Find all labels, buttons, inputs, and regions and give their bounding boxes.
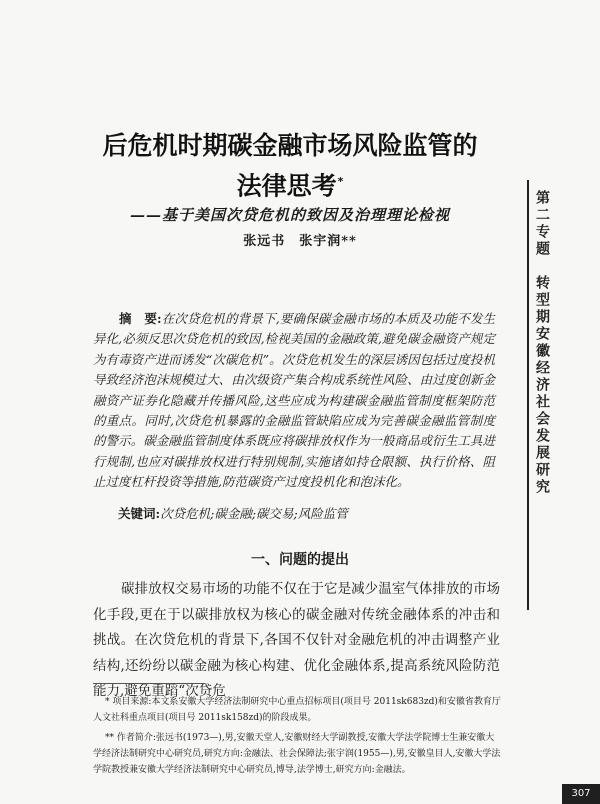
paper-authors: 张远书 张宇润** [243,234,357,249]
keywords [118,504,498,522]
abstract [93,309,495,493]
paper-subtitle: ——基于美国次贷危机的致因及治理理论检视 [129,206,450,224]
abstract-label: 摘 要: [119,311,162,326]
paper-title [60,128,520,204]
sidebar-section-label: 第二专题 转型期安徽经济社会发展研究 [534,190,550,496]
section-heading: 一、问题的提出 [251,552,349,568]
section-sidebar [520,180,600,620]
footnote-authors: ** 作者简介:张远书(1973—),男,安徽天堂人,安徽财经大学副教授,安徽大学法学院博士生兼安徽大学经济法制研究中心研究员,研究方向:金融法、社会保障法;张宇润(1955—),男,安徽皇目人,安徽大学法学院教授兼安徽大学经济法制研究中心研究员,博导,法学博士,研究方向:金融法。 [93,733,501,775]
footnote-divider [93,683,205,684]
keywords-label: 关键词: [118,506,161,521]
abstract-text: 在次贷危机的背景下,要确保碳金融市场的本质及功能不发生异化,必须反思次贷危机的致因,检视美国的金融政策,避免碳金融资产规定为有毒资产进而诱发“次碳危机”。次贷危机发生的深层诱因包括过度投机导致经济泡沫规模过大、由次级资产集合构成系统性风险、由过度创新金融资产证券化隐藏并传播风险,这些应成为构建碳金融监管制度框架防范的重点。同时,次贷危机暴露的金融监管缺陷应成为完善碳金融监管制度的警示。碳金融监管制度体系既应将碳排放权作为一般商品或衍生工具进行规制,也应对碳排放权进行特别规制,实施诸如持仓限额、执行价格、阻止过度杠杆投资等措施,防范碳资产过度投机化和泡沫化。 [93,311,495,490]
title-line-2 [60,164,520,204]
title-footnote-mark: * [337,175,344,188]
footnotes [93,694,503,782]
footnote-funding: * 项目来源:本文系安徽大学经济法制研究中心重点招标项目(项目号 2011sk683zd)和安徽省教育厅人文社科重点项目(项目号 2011sk158zd)的阶段成果。 [93,697,501,723]
title-line-2-text: 法律思考 [236,171,337,201]
page-number: 307 [562,784,600,804]
body-paragraph: 碳排放权交易市场的功能不仅在于它是减少温室气体排放的市场化手段,更在于以碳排放权为核心的碳金融对传统金融体系的冲击和挑战。在次贷危机的背景下,各国不仅针对金融危机的冲击调整产业结构,还纷纷以碳金融为核心构建、优化金融体系,提高系统风险防范能力,避免重蹈“次贷危 [93,581,500,699]
title-line-1: 后危机时期碳金融市场风险监管的 [102,131,478,160]
sidebar-edge-line [527,180,529,610]
keywords-text: 次贷危机;碳金融;碳交易;风险监管 [160,506,348,521]
